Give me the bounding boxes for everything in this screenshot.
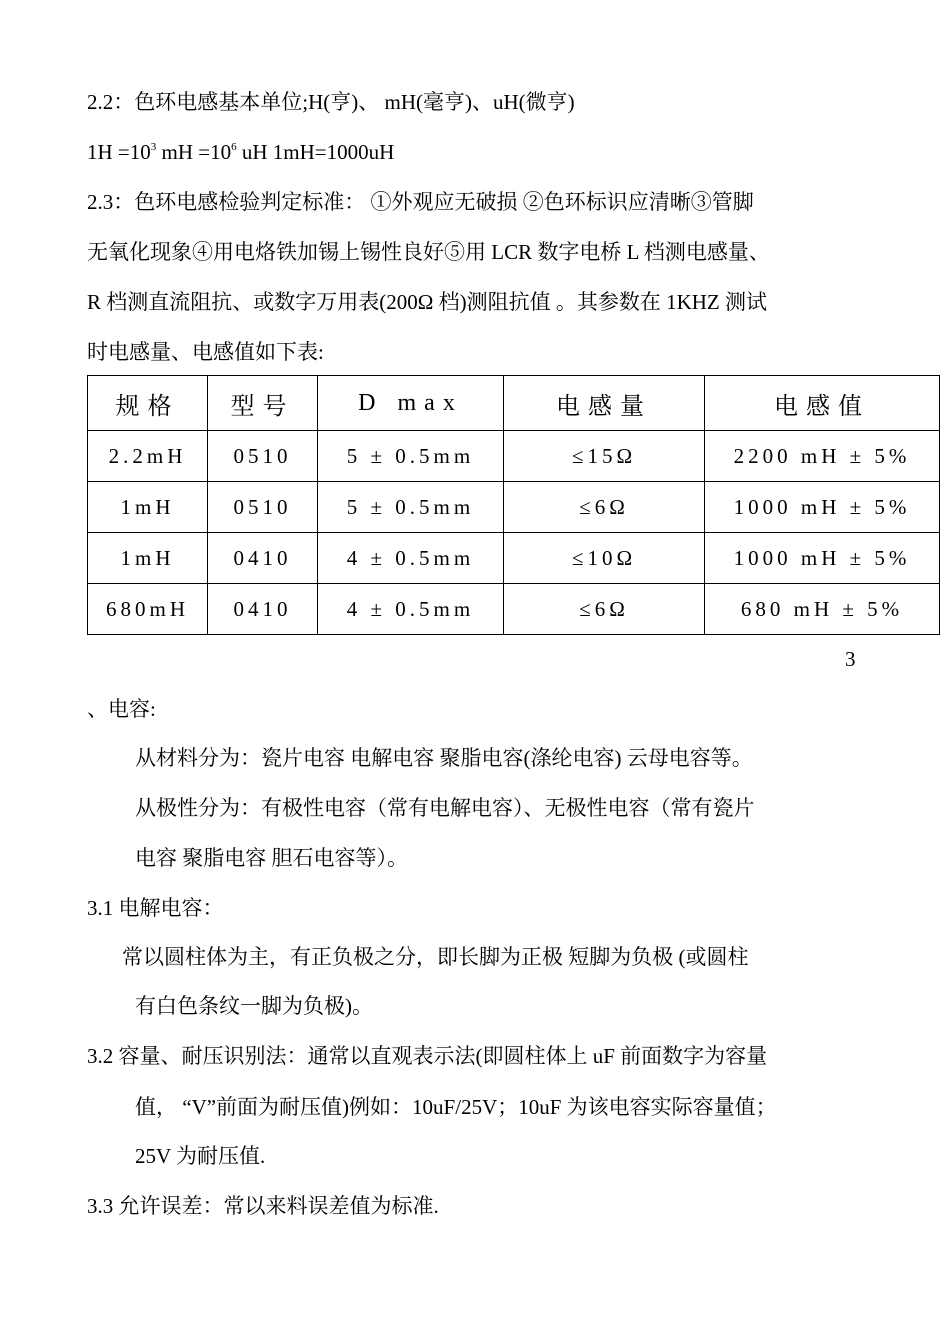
section-3-3: 3.3 允许误差：常以来料误差值为标准.	[87, 1194, 439, 1218]
table-header-row	[88, 376, 940, 431]
section-3-heading: 、电容:	[87, 697, 156, 721]
conversion-part-c: uH 1mH=1000uH	[236, 140, 395, 164]
table-row	[88, 584, 940, 635]
section-2-3-line-4: 时电感量、电感值如下表:	[87, 340, 324, 364]
cell-dmax: 4 ± 0.5mm	[318, 533, 504, 584]
exponent-3: 3	[150, 141, 157, 153]
cell-dmax: 5 ± 0.5mm	[318, 431, 504, 482]
cell-inductance-value: 680 mH ± 5%	[705, 584, 940, 635]
section-3-1-line-2: 有白色条纹一脚为负极)。	[135, 994, 373, 1018]
cell-inductance: ≤6Ω	[504, 482, 705, 533]
cell-spec: 1mH	[88, 533, 208, 584]
section-2-2-title: 2.2：色环电感基本单位;H(亨)、 mH(毫亨)、uH(微亨)	[87, 90, 575, 114]
header-spec: 规格	[88, 376, 208, 431]
page-number: 3	[845, 647, 856, 671]
section-3-1-title: 3.1 电解电容：	[87, 896, 224, 920]
conversion-part-b: mH =10	[156, 140, 232, 164]
section-3-2-line-2: 值， “V”前面为耐压值)例如：10uF/25V；10uF 为该电容实际容量值；	[135, 1095, 777, 1119]
cell-spec: 680mH	[88, 584, 208, 635]
capacitor-polarity-line-1: 从极性分为：有极性电容（常有电解电容）、无极性电容（常有瓷片	[135, 796, 755, 820]
capacitor-material-types: 从材料分为：瓷片电容 电解电容 聚脂电容(涤纶电容) 云母电容等。	[135, 746, 753, 770]
header-model: 型号	[208, 376, 318, 431]
section-2-3-line-2: 无氧化现象④用电烙铁加锡上锡性良好⑤用 LCR 数字电桥 L 档测电感量、	[87, 240, 770, 264]
cell-inductance-value: 1000 mH ± 5%	[705, 482, 940, 533]
section-2-3-line-1: 2.3：色环电感检验判定标准： ①外观应无破损 ②色环标识应清晰③管脚	[87, 190, 754, 214]
cell-model: 0510	[208, 431, 318, 482]
cell-dmax: 5 ± 0.5mm	[318, 482, 504, 533]
cell-model: 0410	[208, 533, 318, 584]
conversion-part-a: 1H =10	[87, 140, 151, 164]
header-inductance-value: 电感值	[705, 376, 940, 431]
cell-inductance-value: 2200 mH ± 5%	[705, 431, 940, 482]
cell-inductance: ≤6Ω	[504, 584, 705, 635]
exponent-6: 6	[231, 141, 237, 153]
section-3-1-line-1: 常以圆柱体为主，有正负极之分，即长脚为正极 短脚为负极 (或圆柱	[122, 945, 749, 969]
cell-inductance: ≤10Ω	[504, 533, 705, 584]
section-3-2-line-3: 25V 为耐压值.	[135, 1144, 266, 1168]
table-row	[88, 482, 940, 533]
section-3-2-line-1: 3.2 容量、耐压识别法：通常以直观表示法(即圆柱体上 uF 前面数字为容量	[87, 1044, 768, 1068]
cell-model: 0510	[208, 482, 318, 533]
cell-model: 0410	[208, 584, 318, 635]
unit-conversion	[87, 138, 394, 166]
cell-dmax: 4 ± 0.5mm	[318, 584, 504, 635]
cell-inductance: ≤15Ω	[504, 431, 705, 482]
section-2-3-line-3: R 档测直流阻抗、或数字万用表(200Ω 档)测阻抗值 。其参数在 1KHZ 测试	[87, 290, 768, 314]
table-row	[88, 533, 940, 584]
cell-spec: 2.2mH	[88, 431, 208, 482]
table-row	[88, 431, 940, 482]
header-inductance: 电感量	[504, 376, 705, 431]
capacitor-polarity-line-2: 电容 聚脂电容 胆石电容等）。	[135, 846, 408, 870]
cell-inductance-value: 1000 mH ± 5%	[705, 533, 940, 584]
cell-spec: 1mH	[88, 482, 208, 533]
header-dmax: D max	[318, 376, 504, 431]
inductor-spec-table	[87, 375, 940, 635]
